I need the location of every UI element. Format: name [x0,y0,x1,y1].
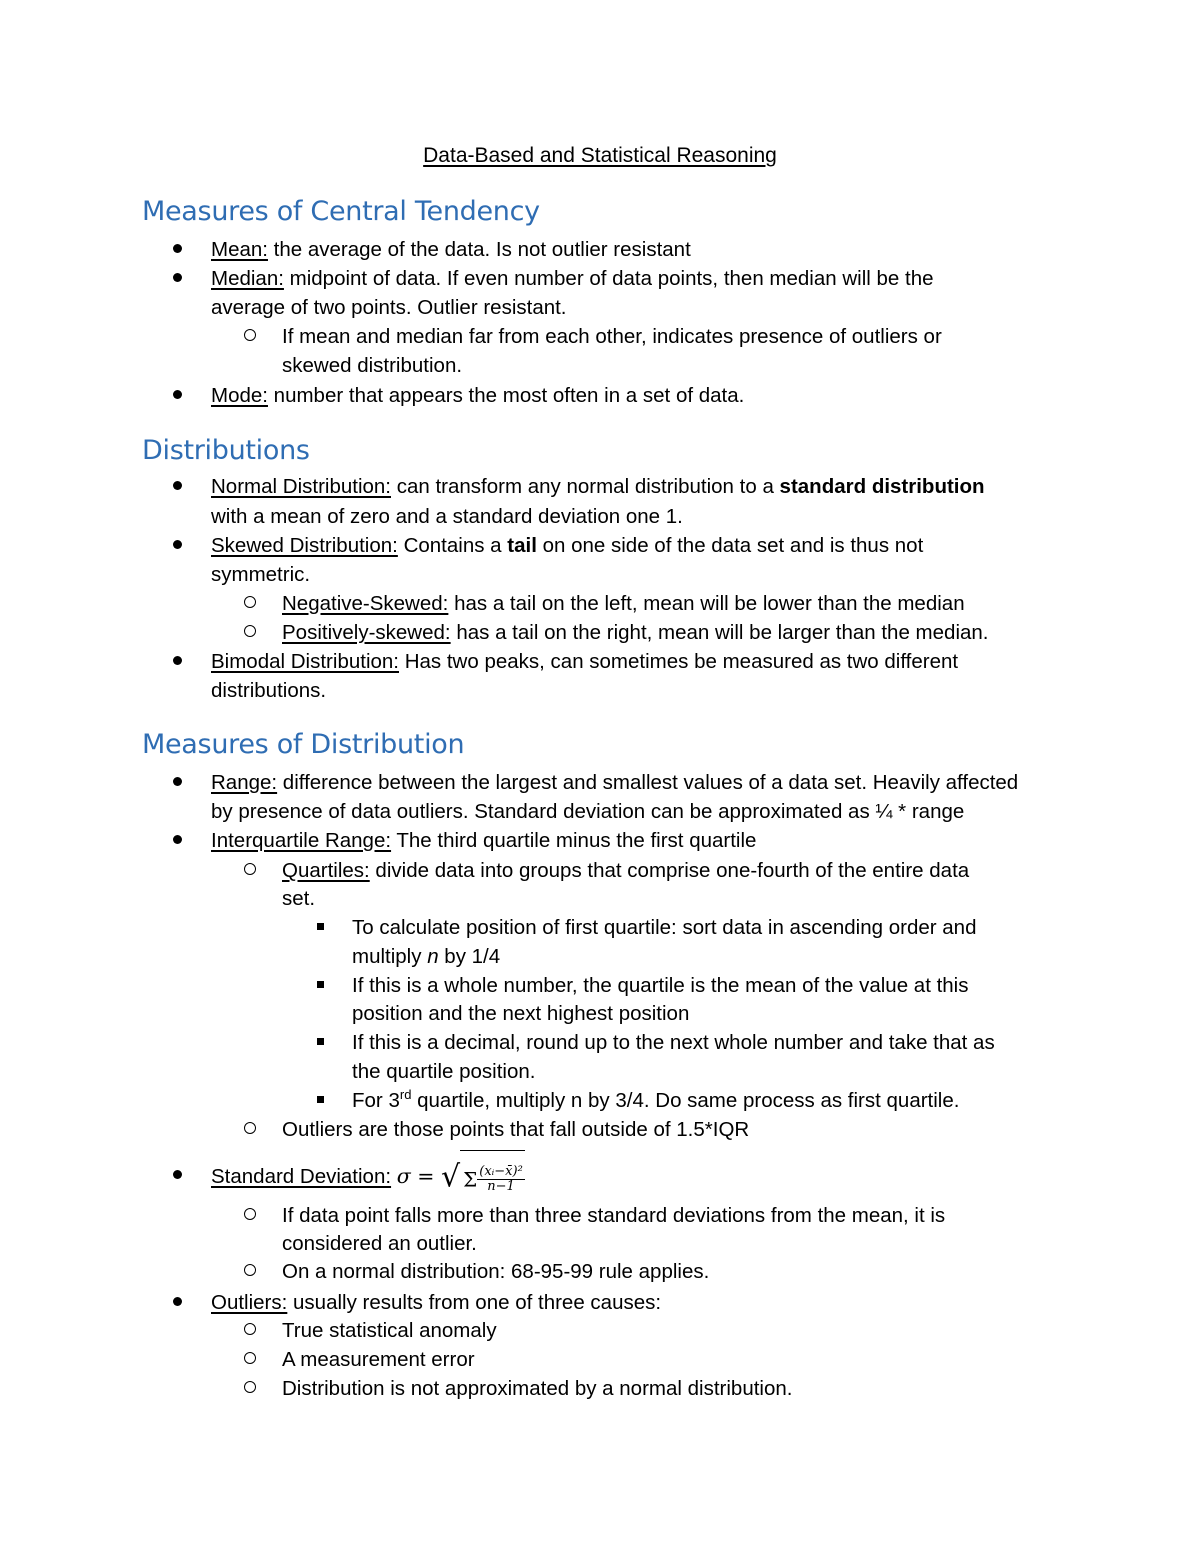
list-item-skewed: Skewed Distribution: Contains a tail on one side of the data set and is thus not [211,534,924,557]
square-bullet-icon [317,913,324,942]
list-item-median: Median: midpoint of data. If even number of data points, then median will be the [211,267,934,290]
term-standard-deviation: Standard Deviation: [211,1164,392,1188]
circle-bullet-icon [244,618,256,647]
list-item-mode: Mode: number that appears the most often in a set of data. [211,384,745,407]
sub-item-rule: On a normal distribution: 68-95-99 rule applies. [282,1260,710,1283]
subsub-item-decimal: If this is a decimal, round up to the next whole number and take that as [352,1031,995,1054]
list-item-range: Range: difference between the largest and smallest values of a data set. Heavily affected [211,771,1019,794]
document-title: Data-Based and Statistical Reasoning [423,144,777,167]
sub-item-outliers-iqr: Outliers are those points that fall outside of 1.5*IQR [282,1118,750,1141]
subsub-item-first-quartile-cont: multiply n by 1/4 [352,945,501,968]
circle-bullet-icon [244,1257,256,1286]
subsub-item-whole-number: If this is a whole number, the quartile is the mean of the value at this [352,974,969,997]
circle-bullet-icon [244,589,256,618]
sub-item-cause-3: Distribution is not approximated by a normal distribution. [282,1377,793,1400]
term-bimodal: Bimodal Distribution: [211,650,399,673]
sub-item-cause-2: A measurement error [282,1348,475,1371]
square-bullet-icon [317,971,324,1000]
list-item-iqr: Interquartile Range: The third quartile minus the first quartile [211,829,757,852]
square-bullet-icon [317,1028,324,1057]
term-mode: Mode: [211,384,268,407]
circle-bullet-icon [244,1316,256,1345]
bullet-icon [173,1161,182,1190]
heading-distributions: Distributions [142,435,310,466]
circle-bullet-icon [244,856,256,885]
square-bullet-icon [317,1086,324,1115]
sub-item-positively-skewed: Positively-skewed: has a tail on the right, mean will be larger than the median. [282,621,989,644]
bullet-icon [173,235,182,264]
sub-item-cause-1: True statistical anomaly [282,1319,497,1342]
sqrt-icon: √ [440,1159,461,1195]
bullet-icon [173,826,182,855]
bullet-icon [173,264,182,293]
sub-item-mean-median: If mean and median far from each other, indicates presence of outliers or [282,325,942,348]
term-range: Range: [211,771,278,794]
circle-bullet-icon [244,1345,256,1374]
subsub-item-first-quartile: To calculate position of first quartile: sort data in ascending order and [352,916,977,939]
list-item-range-cont: by presence of data outliers. Standard deviation can be approximated as ¼ * range [211,800,965,823]
list-item-median-cont: average of two points. Outlier resistant. [211,296,567,319]
sub-item-negative-skewed: Negative-Skewed: has a tail on the left, mean will be lower than the median [282,592,965,615]
term-normal: Normal Distribution: [211,475,391,498]
term-skewed: Skewed Distribution: [211,534,398,557]
heading-central-tendency: Measures of Central Tendency [142,196,540,227]
bullet-icon [173,1288,182,1317]
standard-deviation-formula: σ = √ Σ $\frac{\text{(xᵢ−x̄)²}}{n-1}$ [397,1164,525,1188]
list-item-standard-deviation [211,1150,1071,1205]
subsub-item-decimal-cont: the quartile position. [352,1060,536,1083]
bullet-icon [173,531,182,560]
term-negative-skewed: Negative-Skewed: [282,592,449,615]
bullet-icon [173,768,182,797]
circle-bullet-icon [244,1201,256,1230]
list-item-normal: Normal Distribution: can transform any normal distribution to a standard distribution [211,475,985,498]
list-item-mean: Mean: the average of the data. Is not outlier resistant [211,238,691,261]
term-median: Median: [211,267,284,290]
list-item-bimodal-cont: distributions. [211,679,327,702]
sub-item-mean-median-cont: skewed distribution. [282,354,463,377]
list-item-outliers: Outliers: usually results from one of three causes: [211,1291,662,1314]
subsub-item-third-quartile: For 3rd quartile, multiply n by 3/4. Do same process as first quartile. [352,1087,960,1112]
list-item-bimodal: Bimodal Distribution: Has two peaks, can sometimes be measured as two different [211,650,959,673]
bullet-icon [173,647,182,676]
term-mean: Mean: [211,238,268,261]
circle-bullet-icon [244,1115,256,1144]
term-positively-skewed: Positively-skewed: [282,621,451,644]
sub-item-three-sd-cont: considered an outlier. [282,1232,477,1255]
heading-measures-of-distribution: Measures of Distribution [142,729,465,760]
list-item-skewed-cont: symmetric. [211,563,311,586]
circle-bullet-icon [244,1374,256,1403]
term-iqr: Interquartile Range: [211,829,392,852]
bullet-icon [173,381,182,410]
circle-bullet-icon [244,322,256,351]
sub-item-three-sd: If data point falls more than three standard deviations from the mean, it is [282,1204,946,1227]
term-outliers: Outliers: [211,1291,288,1314]
subsub-item-whole-number-cont: position and the next highest position [352,1002,690,1025]
list-item-normal-cont: with a mean of zero and a standard deviation one 1. [211,505,683,528]
sub-item-quartiles: Quartiles: divide data into groups that comprise one-fourth of the entire data [282,859,970,882]
bullet-icon [173,472,182,501]
sub-item-quartiles-cont: set. [282,887,316,910]
term-quartiles: Quartiles: [282,859,370,882]
